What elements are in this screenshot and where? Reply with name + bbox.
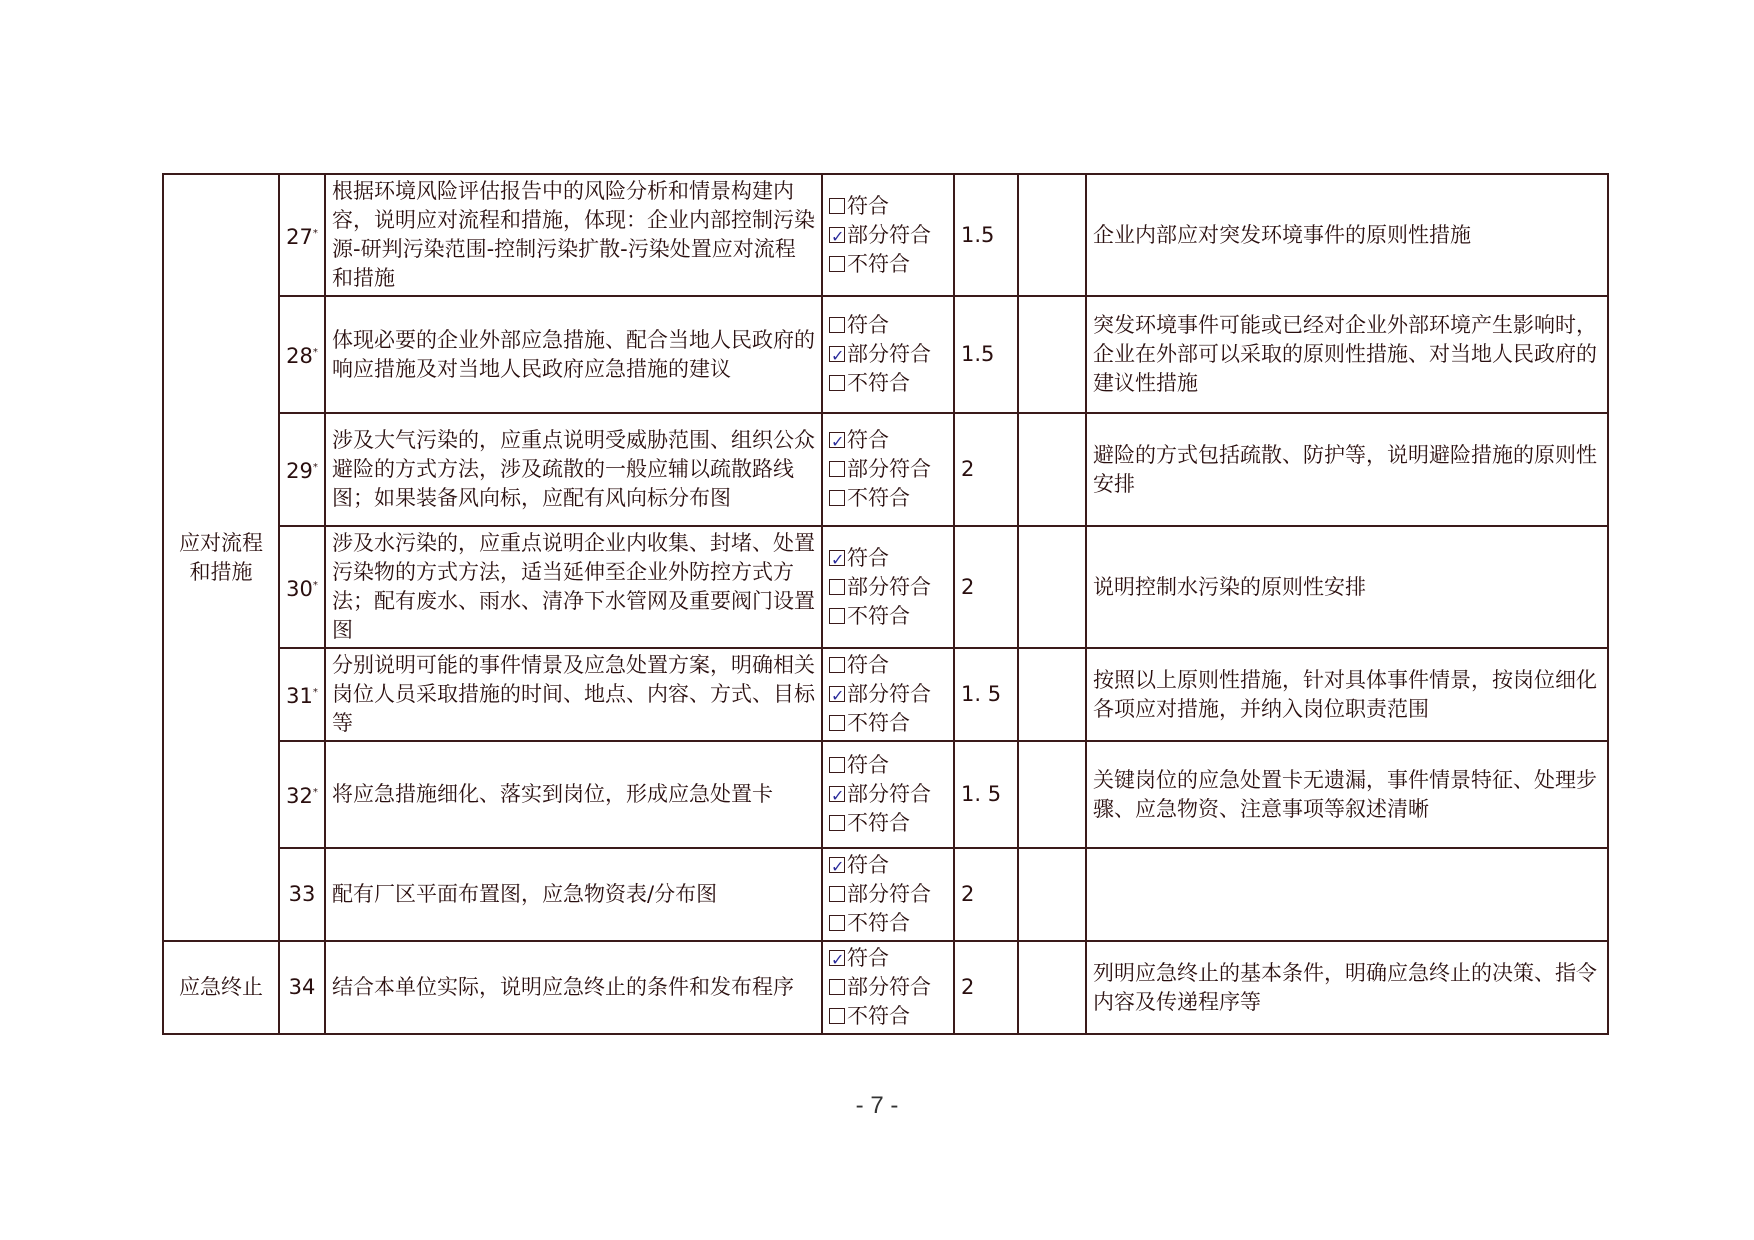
checkbox-icon[interactable]: [829, 256, 845, 272]
option-label: 部分符合: [847, 682, 931, 706]
actual-score-cell[interactable]: [1018, 526, 1086, 648]
category-cell: 应急终止: [163, 941, 279, 1034]
assessment-option[interactable]: [829, 809, 947, 838]
requirement-text: 结合本单位实际，说明应急终止的条件和发布程序: [325, 941, 822, 1034]
assessment-option[interactable]: [829, 311, 947, 340]
checkbox-icon[interactable]: [829, 317, 845, 333]
requirement-text: 涉及水污染的，应重点说明企业内收集、封堵、处置污染物的方式方法，适当延伸至企业外防控方式方法；配有废水、雨水、清净下水管网及重要阀门设置图: [325, 526, 822, 648]
item-number: [279, 848, 325, 941]
item-number-text: 30: [286, 576, 313, 601]
option-label: 不符合: [847, 911, 910, 935]
assessment-options: [822, 413, 954, 526]
actual-score-cell[interactable]: [1018, 848, 1086, 941]
assessment-options: [822, 526, 954, 648]
actual-score-cell[interactable]: [1018, 296, 1086, 413]
table-row: [163, 648, 1608, 741]
item-number-text: 29: [286, 459, 313, 483]
option-label: 不符合: [847, 251, 910, 276]
assessment-option[interactable]: [829, 651, 947, 680]
actual-score-cell[interactable]: [1018, 413, 1086, 526]
assessment-option[interactable]: [829, 944, 947, 973]
score-value: 2: [954, 413, 1018, 526]
assessment-option[interactable]: [829, 484, 947, 513]
checked-box-icon[interactable]: [829, 227, 845, 243]
assessment-options: [822, 848, 954, 941]
option-label: 不符合: [847, 603, 910, 628]
checked-box-icon[interactable]: [829, 786, 845, 802]
checkbox-icon[interactable]: [829, 461, 845, 477]
item-number-text: 27: [286, 224, 313, 249]
actual-score-cell[interactable]: [1018, 741, 1086, 848]
requirement-text: 配有厂区平面布置图，应急物资表/分布图: [325, 848, 822, 941]
checked-box-icon[interactable]: [829, 857, 845, 873]
item-number: [279, 741, 325, 848]
checkbox-icon[interactable]: [829, 490, 845, 506]
item-number: [279, 648, 325, 741]
note-text: [1086, 848, 1608, 941]
checkbox-icon[interactable]: [829, 375, 845, 391]
requirement-text: 将应急措施细化、落实到岗位，形成应急处置卡: [325, 741, 822, 848]
item-number-text: 33: [288, 882, 316, 906]
assessment-option[interactable]: [829, 192, 947, 221]
actual-score-cell[interactable]: [1018, 648, 1086, 741]
requirement-text: 根据环境风险评估报告中的风险分析和情景构建内容，说明应对流程和措施，体现：企业内部控制污染源-研判污染范围-控制污染扩散-污染处置应对流程和措施: [325, 174, 822, 296]
checkbox-icon[interactable]: [829, 815, 845, 831]
checkbox-icon[interactable]: [829, 757, 845, 773]
item-number-text: 31: [286, 684, 313, 708]
table-row: [163, 848, 1608, 941]
option-label: 部分符合: [847, 342, 931, 366]
assessment-options: [822, 941, 954, 1034]
score-value: 2: [954, 848, 1018, 941]
key-item-mark: *: [312, 687, 318, 698]
assessment-option[interactable]: [829, 340, 947, 369]
note-text: 说明控制水污染的原则性安排: [1086, 526, 1608, 648]
item-number-text: 34: [288, 975, 316, 999]
assessment-option[interactable]: [829, 709, 947, 738]
assessment-option[interactable]: [829, 455, 947, 484]
item-number-text: 28: [286, 344, 313, 368]
table-row: [163, 174, 1608, 296]
assessment-option[interactable]: [829, 973, 947, 1002]
assessment-option[interactable]: [829, 680, 947, 709]
assessment-options: [822, 296, 954, 413]
note-text: 突发环境事件可能或已经对企业外部环境产生影响时，企业在外部可以采取的原则性措施、对当地人民政府的建议性措施: [1086, 296, 1608, 413]
requirement-text: 分别说明可能的事件情景及应急处置方案，明确相关岗位人员采取措施的时间、地点、内容、方式、目标等: [325, 648, 822, 741]
checkbox-icon[interactable]: [829, 715, 845, 731]
actual-score-cell[interactable]: [1018, 174, 1086, 296]
assessment-option[interactable]: [829, 250, 947, 279]
assessment-option[interactable]: [829, 602, 947, 631]
option-label: 不符合: [847, 486, 910, 510]
score-value: 1.5: [954, 296, 1018, 413]
assessment-option[interactable]: [829, 1002, 947, 1031]
table-row: [163, 413, 1608, 526]
checked-box-icon[interactable]: [829, 950, 845, 966]
assessment-option[interactable]: [829, 909, 947, 938]
assessment-option[interactable]: [829, 544, 947, 573]
note-text: 列明应急终止的基本条件，明确应急终止的决策、指令内容及传递程序等: [1086, 941, 1608, 1034]
item-number: [279, 296, 325, 413]
review-table: [162, 173, 1609, 1035]
option-label: 符合: [847, 753, 889, 777]
item-number-text: 32: [286, 784, 313, 808]
score-value: 1. 5: [954, 648, 1018, 741]
checked-box-icon[interactable]: [829, 432, 845, 448]
assessment-option[interactable]: [829, 573, 947, 602]
key-item-mark: *: [312, 227, 318, 239]
assessment-option[interactable]: [829, 751, 947, 780]
checkbox-icon[interactable]: [829, 915, 845, 931]
checkbox-icon[interactable]: [829, 657, 845, 673]
assessment-option[interactable]: [829, 221, 947, 250]
requirement-text: 体现必要的企业外部应急措施、配合当地人民政府的响应措施及对当地人民政府应急措施的建议: [325, 296, 822, 413]
option-label: 符合: [847, 193, 889, 218]
option-label: 符合: [847, 428, 889, 452]
option-label: 部分符合: [847, 975, 931, 999]
option-label: 不符合: [847, 711, 910, 735]
table-row: [163, 741, 1608, 848]
option-label: 符合: [847, 853, 889, 877]
note-text: 按照以上原则性措施，针对具体事件情景，按岗位细化各项应对措施，并纳入岗位职责范围: [1086, 648, 1608, 741]
option-label: 符合: [847, 946, 889, 970]
option-label: 部分符合: [847, 457, 931, 481]
assessment-option[interactable]: [829, 880, 947, 909]
checkbox-icon[interactable]: [829, 198, 845, 214]
option-label: 不符合: [847, 371, 910, 395]
option-label: 符合: [847, 545, 889, 570]
assessment-option[interactable]: [829, 851, 947, 880]
option-label: 部分符合: [847, 782, 931, 806]
page-number: - 7 -: [855, 1092, 899, 1119]
option-label: 符合: [847, 653, 889, 677]
checkbox-icon[interactable]: [829, 979, 845, 995]
option-label: 部分符合: [847, 574, 931, 599]
table-row: [163, 296, 1608, 413]
key-item-mark: *: [312, 787, 318, 798]
option-label: 不符合: [847, 811, 910, 835]
checkbox-icon[interactable]: [829, 579, 845, 595]
option-label: 部分符合: [847, 882, 931, 906]
item-number: [279, 526, 325, 648]
assessment-option[interactable]: [829, 780, 947, 809]
actual-score-cell[interactable]: [1018, 941, 1086, 1034]
score-value: 2: [954, 941, 1018, 1034]
checkbox-icon[interactable]: [829, 1008, 845, 1024]
assessment-option[interactable]: [829, 369, 947, 398]
checked-box-icon[interactable]: [829, 346, 845, 362]
assessment-options: [822, 741, 954, 848]
option-label: 部分符合: [847, 222, 931, 247]
option-label: 符合: [847, 313, 889, 337]
score-value: 1.5: [954, 174, 1018, 296]
item-number: [279, 174, 325, 296]
assessment-options: [822, 648, 954, 741]
checked-box-icon[interactable]: [829, 550, 845, 566]
checkbox-icon[interactable]: [829, 886, 845, 902]
assessment-options: [822, 174, 954, 296]
requirement-text: 涉及大气污染的，应重点说明受威胁范围、组织公众避险的方式方法，涉及疏散的一般应辅以疏散路线图；如果装备风向标，应配有风向标分布图: [325, 413, 822, 526]
table-row: [163, 526, 1608, 648]
note-text: 企业内部应对突发环境事件的原则性措施: [1086, 174, 1608, 296]
key-item-mark: *: [312, 579, 318, 591]
category-cell: 应对流程 和措施: [163, 174, 279, 941]
item-number: [279, 941, 325, 1034]
score-value: 1. 5: [954, 741, 1018, 848]
table-row: [163, 941, 1608, 1034]
checked-box-icon[interactable]: [829, 686, 845, 702]
key-item-mark: *: [312, 462, 318, 473]
score-value: 2: [954, 526, 1018, 648]
note-text: 关键岗位的应急处置卡无遗漏，事件情景特征、处理步骤、应急物资、注意事项等叙述清晰: [1086, 741, 1608, 848]
option-label: 不符合: [847, 1004, 910, 1028]
note-text: 避险的方式包括疏散、防护等，说明避险措施的原则性安排: [1086, 413, 1608, 526]
assessment-option[interactable]: [829, 426, 947, 455]
key-item-mark: *: [312, 347, 318, 358]
checkbox-icon[interactable]: [829, 608, 845, 624]
item-number: [279, 413, 325, 526]
